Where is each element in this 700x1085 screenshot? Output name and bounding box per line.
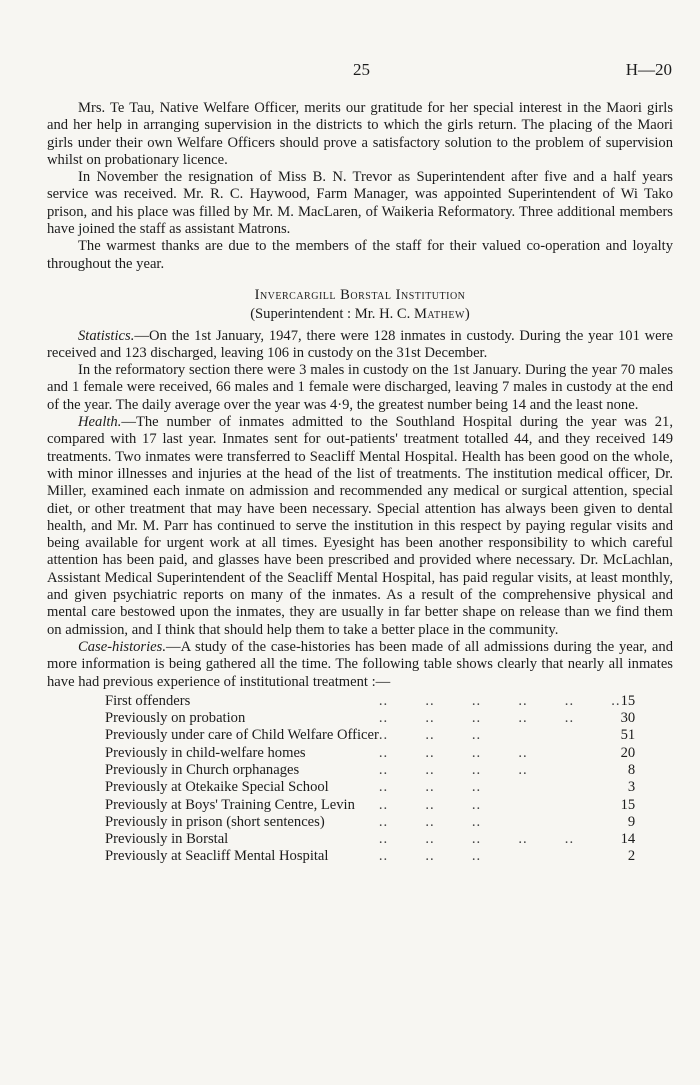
row-leader-dots: .. .. .. .. .. bbox=[378, 831, 575, 848]
table-row bbox=[105, 848, 635, 865]
section-title: Invercargill Borstal Institution bbox=[254, 286, 466, 303]
paragraph: In November the resignation of Miss B. N. Trevor as Superintendent after five and a half years service was received. Mr. R. C. Haywood, Farm Manager, was appointed Superintendent of Wi Tako prison, and his place was filled by Mr. M. MacLaren, of Waikeria Reformatory. Three additional members have joined the staff as assistant Matrons. bbox=[47, 169, 673, 238]
row-label: Previously in child-welfare homes bbox=[105, 744, 306, 761]
case-histories-paragraph bbox=[47, 639, 673, 691]
page-header bbox=[0, 60, 700, 80]
statistics-paragraph bbox=[47, 328, 673, 363]
table-row bbox=[105, 762, 635, 779]
health-paragraph bbox=[47, 414, 673, 639]
row-leader-dots: .. .. .. bbox=[378, 813, 482, 830]
row-label: Previously at Otekaike Special School bbox=[105, 779, 329, 796]
row-label: First offenders bbox=[105, 692, 191, 709]
table-row bbox=[105, 831, 635, 848]
page-number: 25 bbox=[353, 60, 370, 79]
row-leader-dots: .. .. .. bbox=[378, 848, 482, 865]
health-label: Health. bbox=[78, 414, 122, 431]
previous-treatment-table bbox=[105, 693, 635, 866]
row-label: Previously under care of Child Welfare Officer bbox=[105, 727, 379, 744]
section-subtitle bbox=[47, 306, 673, 323]
row-leader-dots: .. .. .. bbox=[378, 779, 482, 796]
reformatory-paragraph: In the reformatory section there were 3 males in custody on the 1st January. During the year 70 males and 1 female were received, 66 males and 1 female were discharged, leaving 7 males in custody at the end of the year. The daily average over the year was 4·9, the greatest number being 14 and the least none. bbox=[47, 362, 673, 413]
row-label: Previously in Borstal bbox=[105, 831, 229, 848]
row-label: Previously at Seacliff Mental Hospital bbox=[105, 848, 329, 865]
row-label: Previously in Church orphanages bbox=[105, 761, 300, 778]
row-value: 20 bbox=[620, 744, 636, 761]
row-value: 9 bbox=[627, 813, 636, 830]
table-row bbox=[105, 710, 635, 727]
superintendent-name: Mathew bbox=[413, 306, 465, 323]
table-row bbox=[105, 745, 635, 762]
row-label: Previously on probation bbox=[105, 710, 246, 727]
row-label: Previously at Boys' Training Centre, Levin bbox=[105, 796, 355, 813]
table-row bbox=[105, 727, 635, 744]
row-value: 3 bbox=[627, 779, 636, 796]
statistics-text: —On the 1st January, 1947, there were 128 inmates in custody. During the year 101 were received and 123 discharged, leaving 106 in custody on the 31st December. bbox=[47, 327, 673, 361]
case-histories-label: Case-histories. bbox=[78, 638, 166, 655]
table-row bbox=[105, 797, 635, 814]
row-value: 15 bbox=[620, 796, 636, 813]
table-row bbox=[105, 779, 635, 796]
row-leader-dots: .. .. .. bbox=[378, 796, 482, 813]
row-value: 14 bbox=[620, 831, 636, 848]
row-label: Previously in prison (short sentences) bbox=[105, 813, 325, 830]
row-leader-dots: .. .. .. .. bbox=[378, 744, 528, 761]
table-row bbox=[105, 814, 635, 831]
paragraph: The warmest thanks are due to the members of the staff for their valued co-operation and loyalty throughout the year. bbox=[47, 238, 673, 272]
row-leader-dots: .. .. .. .. .. bbox=[378, 710, 575, 727]
statistics-label: Statistics. bbox=[78, 327, 135, 344]
row-value: 30 bbox=[620, 710, 636, 727]
row-value: 8 bbox=[627, 761, 636, 778]
row-leader-dots: .. .. .. bbox=[378, 727, 482, 744]
row-value: 51 bbox=[620, 727, 636, 744]
document-reference: H—20 bbox=[625, 60, 672, 79]
row-leader-dots: .. .. .. .. bbox=[378, 761, 528, 778]
subtitle-prefix: (Superintendent : Mr. H. C. bbox=[250, 306, 414, 323]
table-row bbox=[105, 693, 635, 710]
case-histories-text: —A study of the case-histories has been made of all admissions during the year, and more information is being gathered all the time. The following table shows clearly that nearly all inmates have had previous experience of institutional treatment :— bbox=[47, 638, 673, 690]
document-body bbox=[47, 100, 673, 866]
row-leader-dots: .. .. .. .. .. .. bbox=[378, 692, 621, 709]
row-value: 15 bbox=[620, 692, 636, 709]
subtitle-suffix: ) bbox=[464, 306, 470, 323]
row-value: 2 bbox=[627, 848, 636, 865]
health-text: —The number of inmates admitted to the Southland Hospital during the year was 21, compared with 17 last year. Inmates sent for out-patients' treatment totalled 44, and they received 149 treatments. Two inmates were transferred to Seacliff Mental Hospital. Health has been good on the whole, with minor illnesses and injuries at the head of the list of treatments. The institution medical officer, Dr. Miller, examined each inmate on admission and recommended any medical or surgical attention, special diet, or other treatment that may have been necessary. Special attention has always been given to dental health, and Mr. M. Parr has continued to serve the institution in this respect by paying regular visits and being available for urgent work at all times. Eyesight has been another responsibility to which careful attention has been paid, and glasses have been prescribed and provided where necessary. Dr. McLachlan, Assistant Medical Superintendent of the Seacliff Mental Hospital, has paid regular visits, at least monthly, and given psychiatric reports on many of the inmates. As a result of the comprehensive physical and mental care bestowed upon the inmates, they are usually in far better shape on release than we find them on admission, and I think that should help them to take a better place in the community. bbox=[47, 414, 673, 638]
paragraph: Mrs. Te Tau, Native Welfare Officer, merits our gratitude for her special interest in the Maori girls and her help in arranging supervision in the districts to which the girls return. The placing of the Maori girls under their own Welfare Officers should prove a satisfactory solution to the problem of supervision whilst on probationary licence. bbox=[47, 100, 673, 168]
